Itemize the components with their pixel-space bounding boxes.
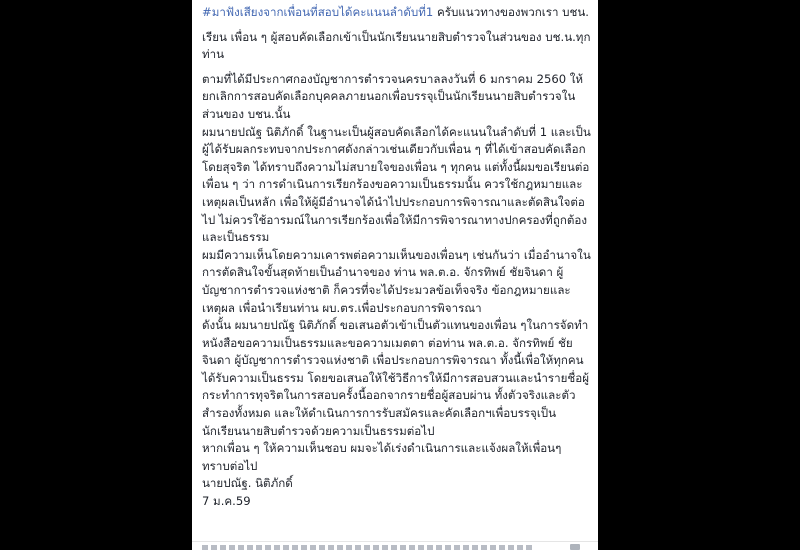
hashtag-link[interactable]: #มาฟังเสียงจากเพื่อนที่สอบได้คะแนนลำดับที่1 [202,5,434,19]
post-paragraph-announcement: ตามที่ได้มีประกาศกองบัญชาการตำรวจนครบาลลงวันที่ 6 มกราคม 2560 ให้ยกเลิกการสอบคัดเลือกบุคคลภายนอกเพื่อบรรจุเป็นนักเรียนนายสิบตำรวจในส่วนของ บชน.นั้น [202,71,584,121]
post-paragraph-request: ดังนั้น ผมนายปณัฐ นิติภักดิ์ ขอเสนอตัวเข้าเป็นตัวแทนของเพื่อน ๆในการจัดทำหนังสือขอความเป็นธรรมและขอความเมตตา ต่อท่าน พล.ต.อ. จักรทิพย์ ชัยจินดา ผู้บัญชาการตำรวจแห่งชาติ เพื่อประกอบการพิจารณา ทั้งนี้เพื่อให้ทุกคนได้รับความเป็นธรรม โดยขอเสนอให้ใช้วิธีการให้มีการสอบสวนและนำรายชื่อผู้กระทำการทุจริตในการสอบครั้งนี้ออกจากรายชื่อผู้สอบผ่าน ทั้งตัวจริงและตัวสำรองทั้งหมด และให้ดำเนินการการรับสมัครและคัดเลือกฯเพื่อบรรจุเป็นนักเรียนนายสิบตำรวจด้วยความเป็นธรรมต่อไป [202,318,590,438]
post-signature: นายปณัฐ. นิติภักดิ์ [202,476,293,491]
post-title-rest: ครับแนวทางของพวกเรา บชน. [433,5,589,19]
post-date: 7 ม.ค.59 [202,494,251,509]
post-footer-cutoff [192,541,598,550]
post-greeting: เรียน เพื่อน ๆ ผู้สอบคัดเลือกเข้าเป็นนักเรียนนายสิบตำรวจในส่วนของ บช.น.ทุกท่าน [202,29,591,62]
post-paragraph-self: ผมนายปณัฐ นิติภักดิ์ ในฐานะเป็นผู้สอบคัดเลือกได้คะแนนในลำดับที่ 1 และเป็นผู้ได้รับผลกระทบจากประกาศดังกล่าวเช่นเดียวกับเพื่อน ๆ ที่ได้เข้าสอบคัดเลือกโดยสุจริต ได้ทราบถึงความไม่สบายใจของเพื่อน ๆ ทุกคน แต่ทั้งนี้ผมขอเรียนต่อเพื่อน ๆ ว่า การดำเนินการเรียกร้องขอความเป็นธรรมนั้น ควรใช้กฎหมายและเหตุผลเป็นหลัก เพื่อให้ผู้มีอำนาจได้นำไปประกอบการพิจารณาและตัดสินใจต่อไป ไม่ควรใช้อารมณ์ในการเรียกร้องเพื่อให้มีการพิจารณาทางปกครองที่ถูกต้องและเป็นธรรม [202,124,591,245]
post-body [202,4,592,511]
footer-icon [570,544,580,550]
post-paragraph-opinion: ผมมีความเห็นโดยความเคารพต่อความเห็นของเพื่อนๆ เช่นกันว่า เมื่ออำนาจในการตัดสินใจขั้นสุดท้ายเป็นอำนาจของ ท่าน พล.ต.อ. จักรทิพย์ ชัยจินดา ผู้บัญชาการตำรวจแห่งชาติ ก็ควรที่จะได้ประมวลข้อเท็จจริง ข้อกฎหมายและเหตุผล เพื่อนำเรียนท่าน ผบ.ตร.เพื่อประกอบการพิจารณา [202,247,591,315]
facebook-post-card [192,0,598,550]
post-paragraph-closing: หากเพื่อน ๆ ให้ความเห็นชอบ ผมจะได้เร่งดำเนินการและแจ้งผลให้เพื่อนๆ ทราบต่อไป [202,441,562,473]
footer-truncated-text [202,545,532,550]
post-title-line [202,4,592,22]
